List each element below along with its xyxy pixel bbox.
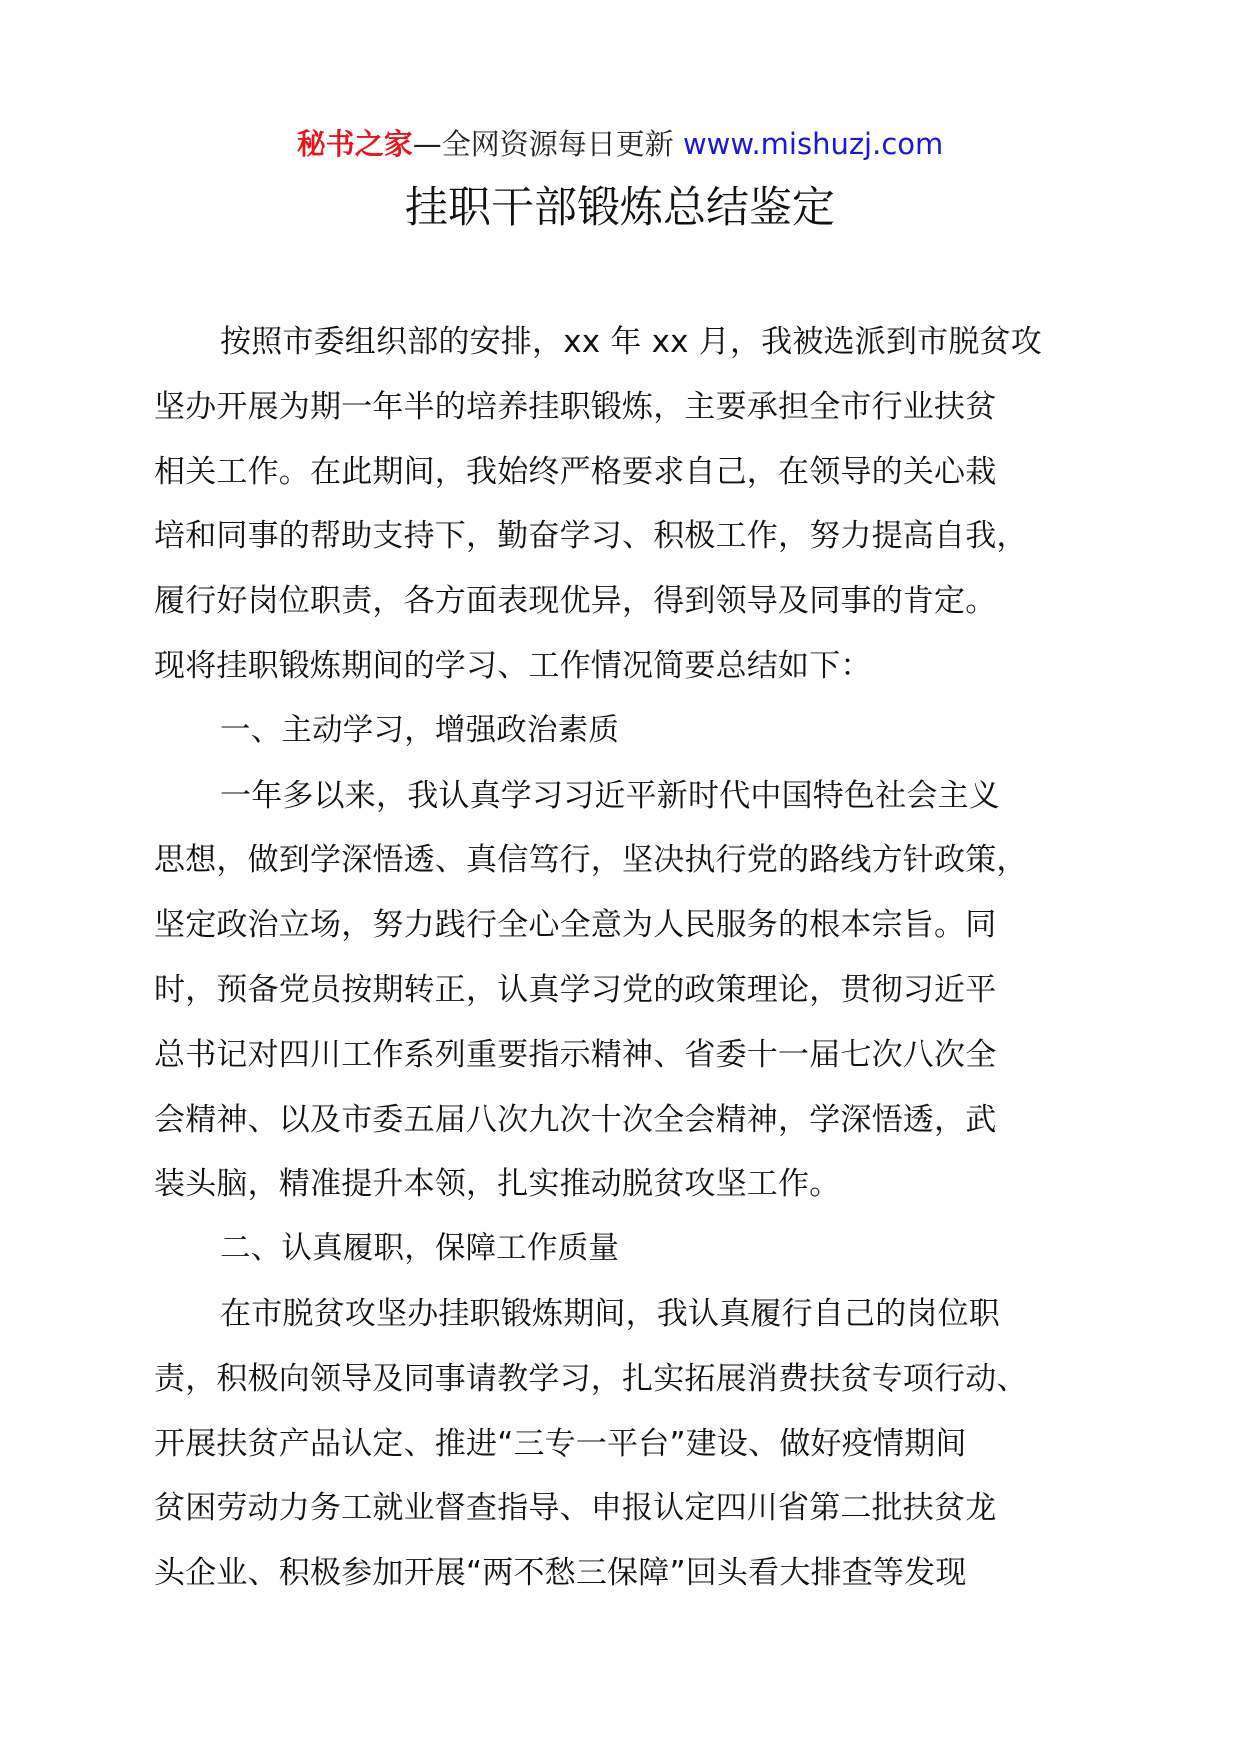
brand-name: 秘书之家 [296,127,413,161]
paragraph-line: 时，预备党员按期转正，认真学习党的政策理论，贯彻习近平 [154,971,997,1008]
paragraph-line: 培和同事的帮助支持下，勤奋学习、积极工作，努力提高自我， [154,518,1028,555]
paragraph-line: 坚定政治立场，努力践行全心全意为人民服务的根本宗旨。同 [154,907,997,944]
paragraph-line: 思想，做到学深悟透、真信笃行，坚决执行党的路线方针政策， [154,842,1028,879]
paragraph-line: 总书记对四川工作系列重要指示精神、省委十一届七次八次全 [154,1036,997,1073]
site-url-link[interactable]: www.mishuzj.com [682,127,944,161]
paragraph-line: 按照市委组织部的安排，xx 年 xx 月，我被选派到市脱贫攻 [220,324,1042,360]
paragraph-line: 现将挂职锻炼期间的学习、工作情况简要总结如下： [154,647,872,684]
paragraph-line: 一年多以来，我认真学习习近平新时代中国特色社会主义 [220,777,1000,814]
section-heading: 一、主动学习，增强政治素质 [220,712,620,748]
paragraph-line: 相关工作。在此期间，我始终严格要求自己，在领导的关心栽 [154,453,997,490]
paragraph-line: 装头脑，精准提升本领，扎实推动脱贫攻坚工作。 [154,1166,841,1203]
document-title: 挂职干部锻炼总结鉴定 [405,183,835,233]
paragraph-line: 会精神、以及市委五届八次九次十次全会精神，学深悟透，武 [154,1101,997,1138]
header-tagline: —全网资源每日更新 [412,127,683,161]
paragraph-line: 开展扶贫产品认定、推进“三专一平台”建设、做好疫情期间 [154,1425,967,1462]
paragraph-line: 贫困劳动力务工就业督查指导、申报认定四川省第二批扶贫龙 [154,1490,997,1527]
paragraph-line: 坚办开展为期一年半的培养挂职锻炼，主要承担全市行业扶贫 [154,388,997,425]
document-body [154,310,1114,1606]
site-header [0,124,1240,164]
paragraph-line: 头企业、积极参加开展“两不愁三保障”回头看大排查等发现 [154,1555,967,1592]
paragraph-line: 履行好岗位职责，各方面表现优异，得到领导及同事的肯定。 [154,583,997,620]
paragraph-line: 责，积极向领导及同事请教学习，扎实拓展消费扶贫专项行动、 [154,1360,1028,1397]
section-heading: 二、认真履职，保障工作质量 [220,1231,620,1267]
paragraph-line: 在市脱贫攻坚办挂职锻炼期间，我认真履行自己的岗位职 [220,1295,1000,1332]
